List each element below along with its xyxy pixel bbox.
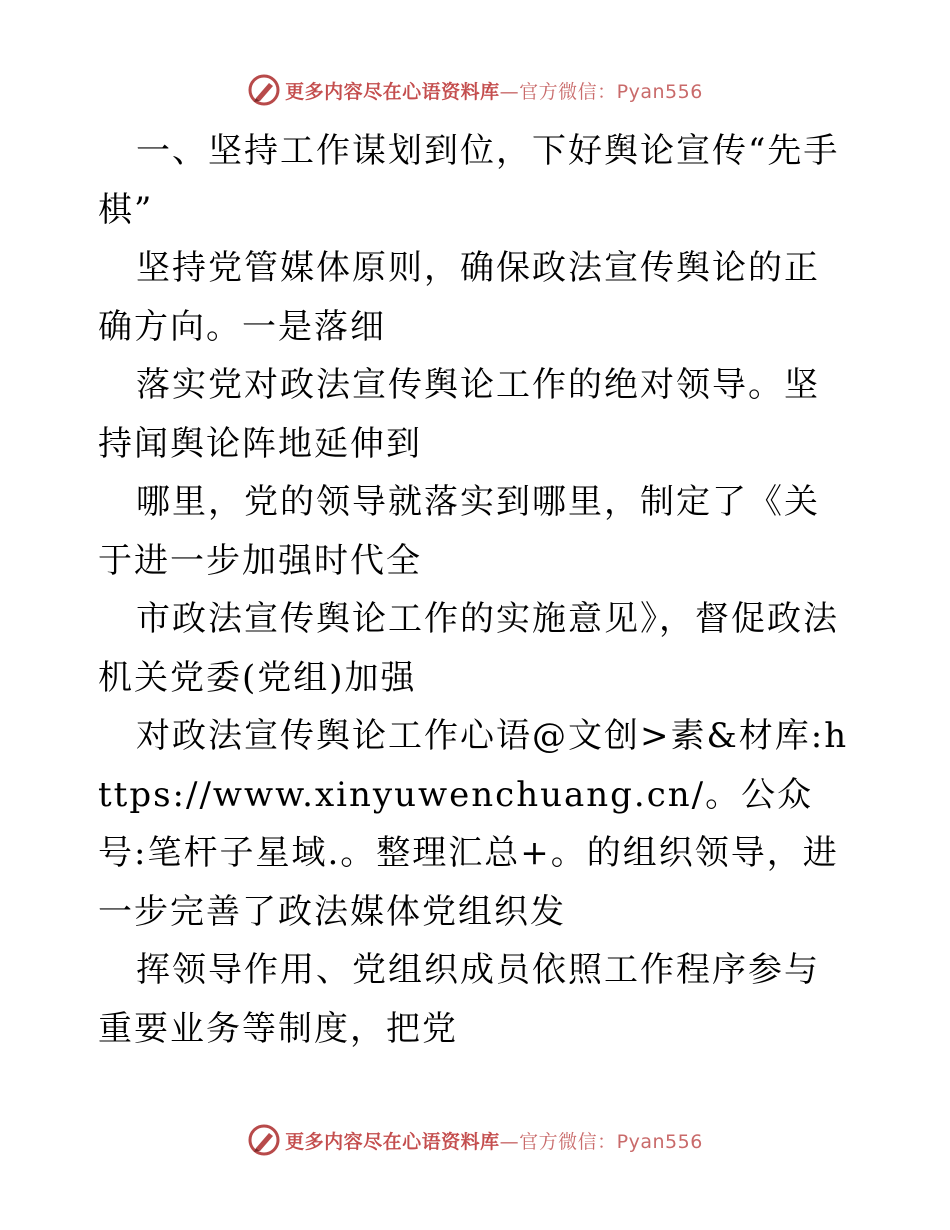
paragraph: 对政法宣传舆论工作心语@文创>素&材库:https://www.xinyuwenchuang.cn/。公众号:笔杆子星域.。整理汇总+。的组织领导，进一步完善了政法媒体党组织发 (98, 716, 849, 932)
section-heading: 一、坚持工作谋划到位，下好舆论宣传“先手棋” (98, 131, 840, 230)
footer-watermark (0, 1120, 950, 1160)
header-watermark-text: 更多内容尽在心语资料库—官方微信：Pyan556 (285, 80, 703, 103)
header-watermark (0, 70, 950, 110)
footer-watermark-text: 更多内容尽在心语资料库—官方微信：Pyan556 (285, 1130, 703, 1153)
document-body (98, 122, 854, 1058)
paragraph: 挥领导作用、党组织成员依照工作程序参与重要业务等制度，把党 (98, 950, 820, 1049)
pen-logo-icon (247, 73, 281, 107)
paragraph: 哪里，党的领导就落实到哪里，制定了《关于进一步加强时代全 (98, 482, 820, 581)
paragraph: 市政法宣传舆论工作的实施意见》，督促政法机关党委(党组)加强 (98, 599, 839, 698)
pen-logo-icon (247, 1123, 281, 1157)
paragraph: 落实党对政法宣传舆论工作的绝对领导。坚持闻舆论阵地延伸到 (98, 365, 820, 464)
paragraph: 坚持党管媒体原则，确保政法宣传舆论的正确方向。一是落细 (98, 248, 820, 347)
